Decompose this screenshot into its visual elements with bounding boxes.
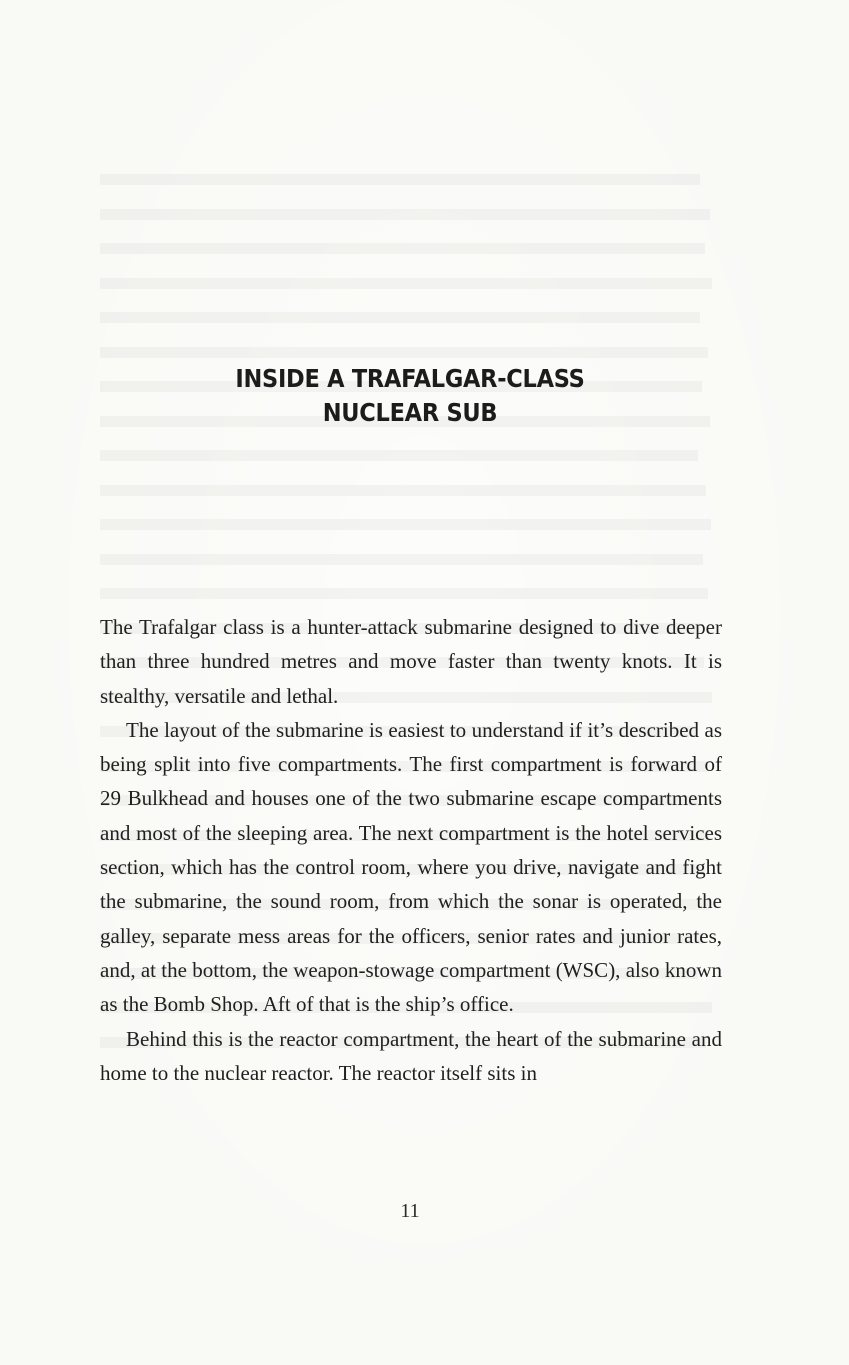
paragraph: The layout of the submarine is easiest to understand if it’s described as being split into five compartments. The first compartment is forward of 29 Bulkhead and houses one of the two submarine escape compartments and most of the sleeping area. The next compartment is the hotel services section, which has the control room, where you drive, navigate and fight the submarine, the sound room, from which the sonar is operated, the galley, separate mess areas for the officers, senior rates and junior rates, and, at the bottom, the weapon-stowage compartment (WSC), also known as the Bomb Shop. Aft of that is the ship’s office.	[100, 717, 722, 1017]
body-text	[100, 610, 722, 1090]
page-number: 11	[400, 1200, 420, 1222]
paragraph: Behind this is the reactor compartment, the heart of the submarine and home to the nuclear reactor. The reactor itself sits in	[100, 1026, 722, 1085]
chapter-title-line-2: NUCLEAR SUB	[322, 398, 498, 427]
paragraph: The Trafalgar class is a hunter-attack submarine designed to dive deeper than three hundred metres and move faster than twenty knots. It is stealthy, versatile and lethal.	[100, 615, 722, 708]
chapter-title-line-1: INSIDE A TRAFALGAR-CLASS	[235, 364, 585, 393]
chapter-title	[41, 362, 779, 430]
